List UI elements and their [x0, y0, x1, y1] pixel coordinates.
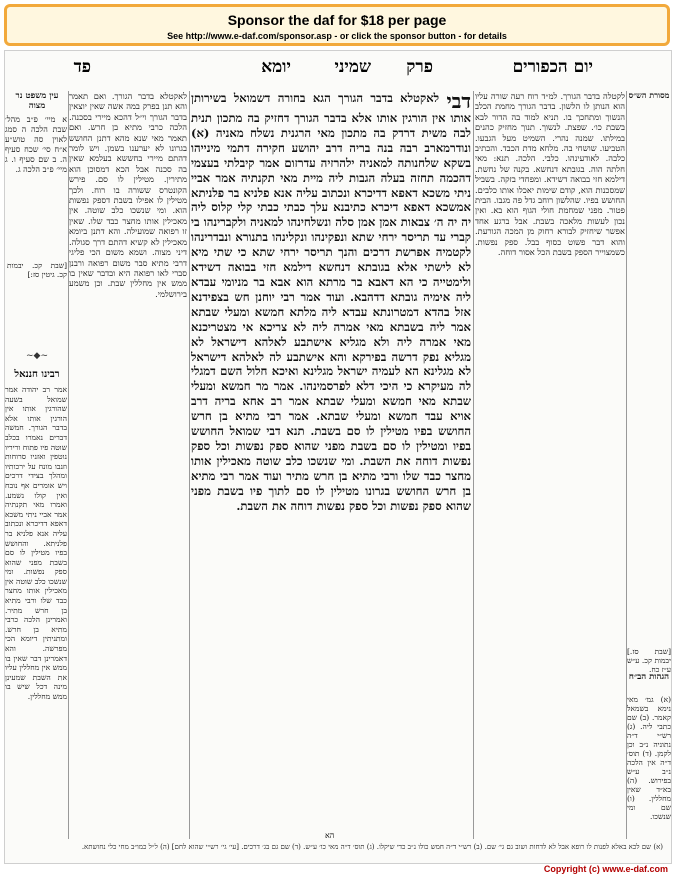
tosafot-column — [69, 91, 187, 836]
tosafot-note-left — [7, 261, 67, 291]
gemara-line-marker: הא — [325, 831, 335, 840]
rashi-text: לקטלה בדבר הגורך. למ״ד רוח רעה שורה עליו הוא הנותן לו הלשון. בדבר הגורך מחמת הכלב הנשוך ומתחכך בו. תניא למוד בה הדור לבא בשבת כו׳. שפצת. לנשוך. תנוך מחזיק כהנים במילתו. שמנה נהרי. השמיט מעל הגבעו. הטביעו. שושחי בה. מלחא מדת הכבד. והכתיב כלבה. לאודעינהו. כלבי. הלכה. תנא: מאי חלתה הוה. בגובתא דנחשא. בקנה של נחשת. דילמא חזי בבואה דשידא. ומפחדי בזקה. בשביל שמסכנות הוא, קודם שימות יאכלו אותו כלבים. החושש בפיו. שהלשון רוחב גדל פה מגבו. הבית פטור. מפני שמחמת חולי הגוף הוא בא. ואין נכון לעשות מלאכה בשבת. אבל ברגע אחד אפשר שיחזיק לבורא רחוק מן המכה הגורעת. והוא דבר פשוט כסוף בבל. ספק נפשות. כשמצוייר הספק בשבת הכל אסור דוחה. — [475, 91, 625, 258]
rabbenu-chananel — [5, 385, 67, 855]
footnotes-text: (א) שם לכא באלא לפנות לו רופא אבל לא לדחות ושוב גם גי׳ שם. (ב) רש״י ד״ה חמש כולו נ״ב כדי שיקלו. (ג) תוס׳ ד״ה מאי כו׳ ע״ש. (ד) שם גם בג׳ דרכים. [עי׳ גי׳ רש״י שהוא לחם] (ה) ל״ל כמו״ב מחי כלי נחושתא. — [81, 843, 663, 851]
sponsor-subtitle: See http://www.e-daf.com/sponsor.asp - or click the sponsor button - for details — [167, 31, 507, 41]
header-perek-name: שמיני — [334, 57, 371, 77]
chananel-text: אמר רב יהודה אמר שמואל בשעה שהורגין אותו אין הורגין אותו אלא בדבר הגורך. חמשה דברים נאמרו בכלב שוטה פיו פתוח וריריו נוטפין ואזניו סרוחות וזנבו מונח על ירכותיו ומהלך בצידי דרכים ויש אומרים אף נובח ואין קולו נשמע. ואמרו מאי תקנתיה אמר אביי ניתי משכא דאפא דדיכרא ונכתוב עליה אנא פלניא בר פלניתא. והחושש בפיו מטילין לו סם בשבת מפני שהוא ספק נפשות. ומי שנשכו כלב שוטה אין מאכילין אותו מחצר כבד שלו ורבי מתיא בן חרש מתיר. ואמרינן הלכה כרבי מתיא בן חרש. ומתניתין דיומא הכי מפרשה. והא דאמרינן דבר שאין בו ממש אין מחללין עליו את השבת שמעינן מינה דכל שיש בו ממש מחללין. — [5, 385, 67, 701]
page-header — [5, 57, 671, 83]
copyright-link[interactable]: Copyright (c) www.e-daf.com — [543, 864, 668, 874]
gemara-opening-word: דבי — [446, 91, 471, 113]
sponsor-banner[interactable] — [4, 4, 670, 46]
hagahot-title: הגהות הב״ח — [628, 672, 670, 682]
bottom-footnotes — [13, 843, 663, 859]
rashi-column — [475, 91, 625, 836]
column-rule-mid-right — [473, 91, 474, 839]
masoret-label: מסורת הש״ס — [628, 91, 670, 100]
tosafot-text: לאקטלא בדבר הגורך. ואם תאמר והא תנן בפרק במה אשה שאין יוצאין בדבר הגורך וי״ל דהכא מיירי בסכנה. הלכה כרבי מתיא בן חרש. ואם תאמר מאי שנא מהא דתנן החושש בגרונו לא יערענו בשמן. ויש לומר דהתם מיירי בחששא בעלמא שאין בה סכנה אבל הכא דמסוכן הוא מתירין. מטילין לו סם. פירש הקונטרס ששורה בו רוח. ולכך מטילין לו אפילו בשבת דספק נפשות הוא. ומי שנשכו כלב שוטה. אין מאכילין אותו מחצר כבד שלו. שאין זו רפואה שמועילה. והא דתנן ביומא מאכילין לא קשיא דהתם דרך סגולה. דיני מצוה. ושמא משום הכי פליגי דרבי מתיא סבר משום רפואה ורבנן סברי לאו רפואה היא ובדבר שאין בו ממש אין מחללין שבת. וכן משמע בירושלמי. — [69, 91, 187, 299]
gemara-column — [191, 91, 471, 836]
talmud-page — [4, 50, 672, 864]
ein-mishpat — [5, 115, 67, 225]
gemara-text: לאקטלא בדבר הגורך הגא בחורה דשמואל בשירותן אותו אין הורגין אותו אלא בדבר הגורך דחזיק בה מתכון תנית לבה משית דרדק בה מתכון מאי הרגנית נשלח מאניה (א) ונודרמארב רבה בנה בריה דרב יהושע חקירה דתמי מינייהו בשקא שלחנותה למאניה ילהרזיה עדרזום אמר קיבלתי בעצמי דהכמה תחזה בעלה הגבות ליה מיית מאי תקנתיה אמר אביי ניתי משכא דאפא דדיכרא ונכתוב עליה אנא פלניא בר פלניתא אמשכא דאפא דיכרא כתיבנא עלך כבתי כבתי קלי קלוס ליה יה יה ה׳ צבאות אמן אמן סלה ונשלחינהו למאניה ולקברינהו בי קברי עד תריסר ירחי שתא ונפקינהו ונקלינהו בתנורא ונבדרינהו לקטמיה אפרשת דרכים והנך תריסר ירחי שתא כי שתי מיא לא לישתי אלא בגובתא דנחשא דילמא חזי בבואה דשידא ולימטייה כי הא דאבא בר מרתא הוא אבא בר מניומי עבדא ליה אימיה גובתא דדהבא. ועוד אמר רבי יוחנן חש בצפידנא אזל בהדא דמטרונתא עבדא ליה מלתא חמשא ומעלי שבתא אמר ליה בשבתא מאי אמרה ליה לא צריכא אי מצטריכנא מאי אמרה ליה ולא מגליא אישתבע לאלהא דישראל לא מגליא נפק דרשה בפירקא והא אישתבע לה לאלהא דישראל לא מגלינא הא לעמיה ישראל מגלינא ואיכא חלול השם דמגלי לה מעיקרא כי היכי דלא לפרסמינהו. אמר מר חמשא ומעלי שבתא מאי חמשא ומעלי שבתא אמר רב אחא בריה דרב אויא עבד חמשא ומעלי שבתא. אמר רבי מתיא בן חרש החושש בפיו מטילין לו סם בשבת. תנא דבי שמואל החושש בפיו ומטילין לו סם בשבת מפני שהוא ספק נפשות וכל ספק נפשות דוחה את השבת. ומי שנשכו כלב שוטה מאכילין אותו מחצר כבד שלו ורבי מתיא בן חרש מתיר ועוד אמר רבי מתיא בן חרש החושש בגרונו מטילין לו סם לתוך פיו בשבת מפני שהוא ספק נפשות וכל ספק נפשות דוחה את השבת. — [191, 91, 471, 513]
hagahot-text: (א) גמ׳ מאי נימא בשמאל קאמר. (ב) שם כתבי ליה. (ג) רש״י ד״ה נתוניה נ״ב וכן לקמן. (ד) תוס׳ ד״ה אין הלכה נ״ב ע״ש בפירוש. (ה) בא״ד שאין מחללין. (ו) שם ומי שנשכו. — [627, 695, 671, 821]
masoret-hashas — [627, 91, 671, 121]
header-perek-word: פרק — [406, 57, 433, 77]
ein-mishpat-text: א מיי׳ פ״ב מהל׳ שבת הלכה ה סמג לאוין סה טוש״ע א״ח סי׳ שכח סעיף ה. ב שם סעיף ו. ג מיי׳ פ״ב הלכה ג. — [5, 115, 67, 174]
note-right-text: [שבת קכ. יבמות קכ. גיטין סז:] — [7, 261, 67, 279]
header-tractate: יום הכפורים — [512, 57, 593, 77]
masoret-note-text: [שבת סז.] יבמות קכ. ע״ש ע״ז כח. — [627, 647, 671, 674]
ein-mishpat-label — [7, 91, 67, 113]
column-rule-mid-left — [189, 91, 190, 839]
header-daf-number: פד — [73, 57, 91, 77]
section-ornament: ~◆~ — [25, 351, 48, 361]
chananel-title: רבינו חננאל — [14, 369, 60, 380]
hagahot-habach — [627, 695, 671, 845]
ein-mishpat-label-text: עין משפט נר מצוה — [15, 91, 59, 111]
sponsor-title[interactable]: Sponsor the daf for $18 per page — [227, 12, 447, 28]
header-masechet: יומא — [261, 57, 291, 77]
